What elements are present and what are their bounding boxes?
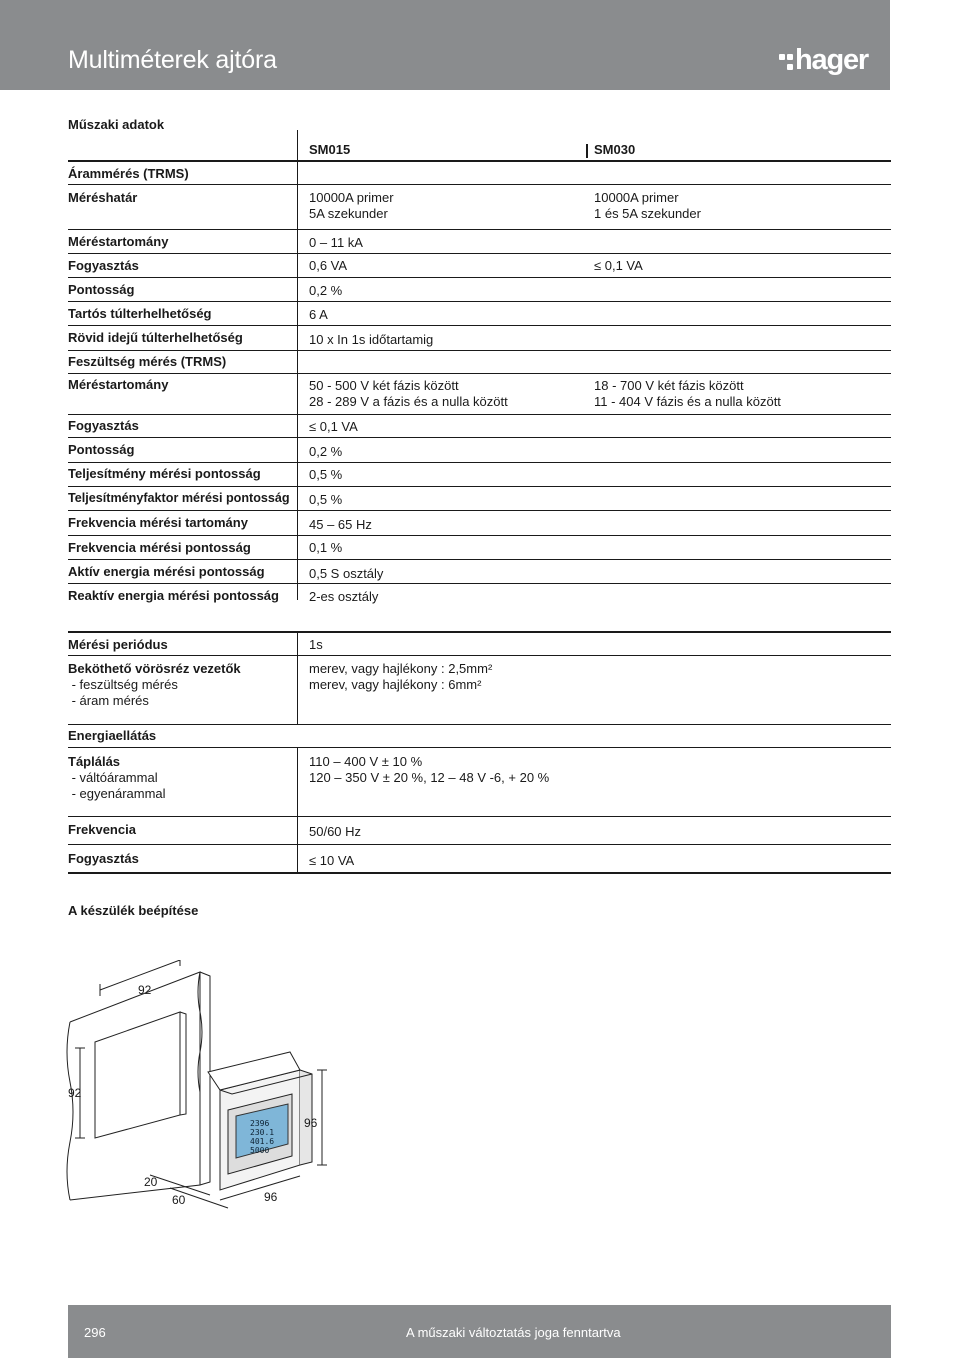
divider (68, 253, 891, 254)
overload-c1: 6 A (309, 307, 328, 322)
divider (68, 325, 891, 326)
v-consumption-label: Fogyasztás (68, 418, 139, 433)
wires-label: Beköthető vörösréz vezetők (68, 661, 241, 676)
column-divider (297, 632, 298, 725)
supply-section-title: Energiaellátás (68, 728, 157, 743)
lcd-line-4: 5000 (250, 1146, 270, 1155)
v-consumption-c1: ≤ 0,1 VA (309, 419, 358, 434)
divider (68, 844, 891, 845)
column-divider (297, 140, 298, 600)
meas-limit-c1b: 5A szekunder (309, 206, 388, 221)
divider (68, 229, 891, 230)
short-overload-label: Rövid idejű túlterhelhetőség (68, 330, 243, 345)
divider (68, 437, 891, 438)
power-acc-c1: 0,5 % (309, 467, 343, 482)
freq-acc-label: Frekvencia mérési pontosság (68, 540, 251, 555)
supply-c1a: 110 – 400 V ± 10 % (309, 754, 423, 769)
power-acc-label: Teljesítmény mérési pontosság (68, 466, 261, 481)
consumption-c1: 0,6 VA (309, 258, 348, 273)
divider (68, 872, 891, 874)
wires-sub-current: - áram mérés (68, 693, 149, 708)
column-header-sm030: SM030 (594, 142, 636, 157)
range-c1: 0 – 11 kA (309, 235, 363, 250)
pf-acc-label: Teljesítményfaktor mérési pontosság (68, 491, 290, 505)
frequency-label: Frekvencia (68, 822, 136, 837)
wires-c1a: merev, vagy hajlékony : 2,5mm² (309, 661, 493, 676)
pf-acc-c1: 0,5 % (309, 492, 343, 507)
wires-sub-voltage: - feszültség mérés (68, 677, 178, 692)
period-label: Mérési periódus (68, 637, 168, 652)
freq-range-c1: 45 – 65 Hz (309, 517, 372, 532)
current-section-title: Árammérés (TRMS) (68, 166, 189, 181)
page-number: 296 (84, 1325, 106, 1340)
v-range-c1b: 28 - 289 V a fázis és a nulla között (309, 394, 508, 409)
supply-consumption-label: Fogyasztás (68, 851, 139, 866)
logo-text: hager (795, 44, 868, 76)
supply-label: Táplálás (68, 754, 121, 769)
period-c1: 1s (309, 637, 323, 652)
reactive-energy-label: Reaktív energia mérési pontosság (68, 588, 279, 603)
logo-dot-icon (787, 54, 793, 60)
wires-c1b: merev, vagy hajlékony : 6mm² (309, 677, 482, 692)
v-range-c1a: 50 - 500 V két fázis között (309, 378, 459, 393)
consumption-label: Fogyasztás (68, 258, 139, 273)
meas-limit-label: Méréshatár (68, 190, 138, 205)
lcd-line-1: 2396 (250, 1119, 270, 1128)
divider (68, 747, 891, 748)
page-header (0, 0, 890, 90)
accuracy-label: Pontosság (68, 282, 135, 297)
v-range-c2a: 18 - 700 V két fázis között (594, 378, 744, 393)
supply-sub-dc: - egyenárammal (68, 786, 166, 801)
lcd-line-2: 230.1 (250, 1128, 275, 1137)
dim-60: 60 (172, 1193, 186, 1207)
installation-diagram (60, 960, 400, 1210)
divider (68, 559, 891, 560)
active-energy-c1: 0,5 S osztály (309, 566, 384, 581)
column-divider (586, 144, 588, 158)
page-footer (68, 1305, 891, 1358)
supply-consumption-c1: ≤ 10 VA (309, 853, 355, 868)
accuracy-c1: 0,2 % (309, 283, 343, 298)
dim-96-bottom: 96 (264, 1190, 278, 1204)
installation-drawing (60, 960, 400, 1210)
reactive-energy-c1: 2-es osztály (309, 589, 379, 604)
dim-20: 20 (144, 1175, 158, 1189)
meas-limit-c2a: 10000A primer (594, 190, 679, 205)
column-header-sm015: SM015 (309, 142, 351, 157)
install-title: A készülék beépítése (68, 903, 199, 918)
tech-data-title: Műszaki adatok (68, 117, 165, 132)
supply-sub-ac: - váltóárammal (68, 770, 158, 785)
divider (68, 184, 891, 185)
v-accuracy-c1: 0,2 % (309, 444, 343, 459)
page-title: Multiméterek ajtóra (68, 46, 277, 74)
divider (68, 486, 891, 487)
range-label: Méréstartomány (68, 234, 169, 249)
divider (68, 373, 891, 374)
divider (68, 414, 891, 415)
column-divider (297, 748, 298, 872)
divider (68, 724, 891, 725)
supply-c1b: 120 – 350 V ± 20 %, 12 – 48 V -6, + 20 % (309, 770, 550, 785)
divider (68, 277, 891, 278)
divider (68, 350, 891, 351)
dim-92-top: 92 (138, 983, 152, 997)
divider (68, 583, 891, 584)
v-accuracy-label: Pontosság (68, 442, 135, 457)
divider (68, 160, 891, 162)
v-range-c2b: 11 - 404 V fázis és a nulla között (594, 394, 781, 409)
logo-dot-icon (779, 54, 785, 60)
freq-range-label: Frekvencia mérési tartomány (68, 515, 248, 530)
voltage-section-title: Feszültség mérés (TRMS) (68, 354, 227, 369)
consumption-c2: ≤ 0,1 VA (594, 258, 643, 273)
frequency-c1: 50/60 Hz (309, 824, 362, 839)
short-overload-c1: 10 x In 1s időtartamig (309, 332, 434, 347)
meas-limit-c1a: 10000A primer (309, 190, 394, 205)
logo-dot-icon (787, 64, 793, 70)
freq-acc-c1: 0,1 % (309, 540, 343, 555)
lcd-line-3: 401.6 (250, 1137, 275, 1146)
divider (68, 655, 891, 656)
divider (68, 535, 891, 536)
divider (68, 462, 891, 463)
spec-table (68, 140, 891, 875)
footer-note: A műszaki változtatás joga fenntartva (406, 1325, 621, 1340)
overload-label: Tartós túlterhelhetőség (68, 306, 212, 321)
meas-limit-c2b: 1 és 5A szekunder (594, 206, 701, 221)
divider (68, 816, 891, 817)
divider (68, 510, 891, 511)
active-energy-label: Aktív energia mérési pontosság (68, 564, 265, 579)
divider (68, 301, 891, 302)
hager-logo (775, 44, 875, 80)
dim-92-left: 92 (68, 1086, 82, 1100)
dim-96-right: 96 (304, 1116, 318, 1130)
v-range-label: Méréstartomány (68, 377, 169, 392)
divider (68, 631, 891, 633)
